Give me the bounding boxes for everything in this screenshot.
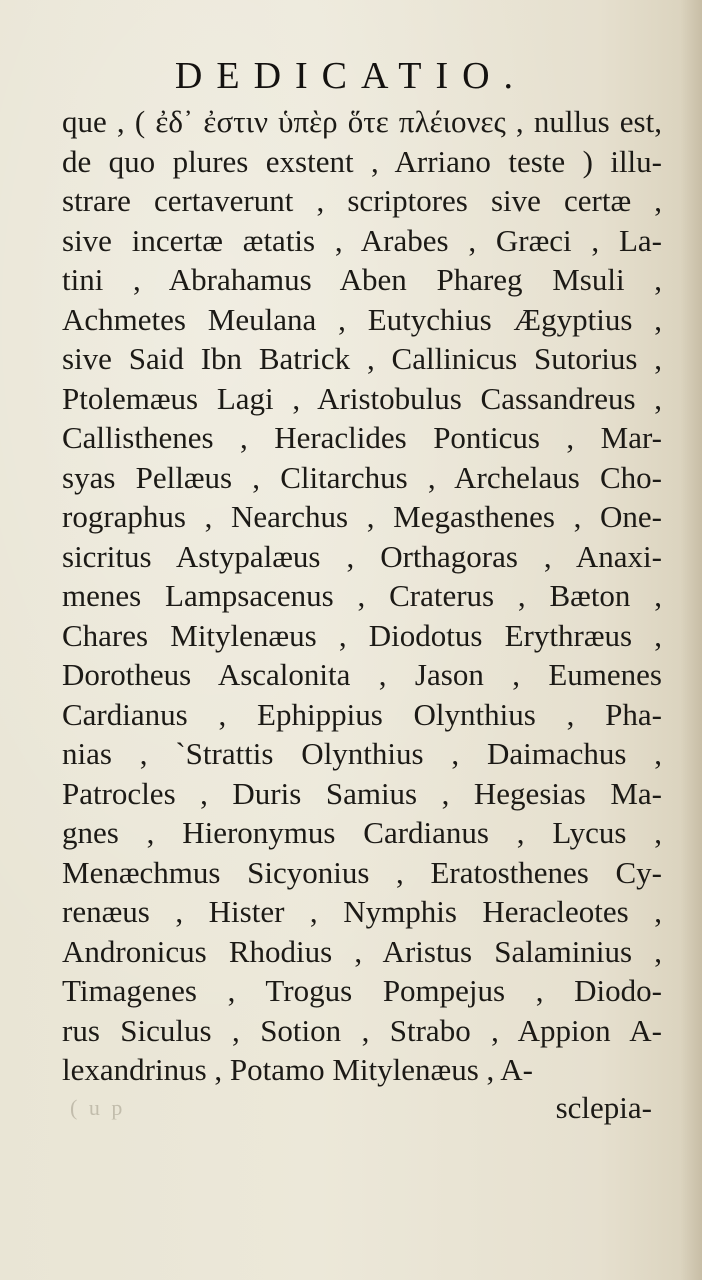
text-line: Cardianus , Ephippius Olynthius , Pha- [62, 696, 662, 732]
text-line: nias , `Strattis Olynthius , Daimachus , [62, 736, 662, 771]
text-line: de quo plures exstent , Arriano teste ) illu- [62, 143, 662, 179]
text-line: gnes , Hieronymus Cardianus , Lycus , [62, 815, 662, 850]
text-line: Andronicus Rhodius , Aristus Salaminius , [62, 933, 662, 969]
text-line: menes Lampsacenus , Craterus , Bæton , [62, 578, 662, 613]
text-line: rographus , Nearchus , Megasthenes , One- [62, 499, 662, 534]
text-line: Callisthenes , Heraclides Ponticus , Mar- [62, 420, 662, 455]
text-line: Ptolemæus Lagi , Aristobulus Cassandreus , [62, 380, 662, 416]
text-line: Timagenes , Trogus Pompejus , Diodo- [62, 973, 662, 1008]
text-line: sicritus Astypalæus , Orthagoras , Anaxi- [62, 538, 662, 574]
ink-offset-text: ( u p [70, 1095, 126, 1120]
text-line: tini , Abrahamus Aben Phareg Msuli , [62, 262, 662, 297]
text-line: strare certaverunt , scriptores sive certæ , [62, 183, 662, 218]
page-body-text [62, 102, 662, 1090]
catchword: sclepia- [555, 1090, 652, 1125]
text-line: Chares Mitylenæus , Diodotus Erythræus , [62, 617, 662, 653]
page-heading: DEDICATIO. [174, 55, 528, 97]
text-line: renæus , Hister , Nymphis Heracleotes , [62, 894, 662, 929]
text-line: sive Said Ibn Batrick , Callinicus Sutorius , [62, 341, 662, 376]
text-line: rus Siculus , Sotion , Strabo , Appion A- [62, 1012, 662, 1048]
text-line: syas Pellæus , Clitarchus , Archelaus Cho- [62, 459, 662, 495]
text-line: Menæchmus Sicyonius , Eratosthenes Cy- [62, 854, 662, 890]
text-line: Dorotheus Ascalonita , Jason , Eumenes [62, 657, 662, 692]
text-line: que , ( ἐδ᾽ ἐστιν ὑπὲρ ὅτε πλέιονες , nullus est, [62, 104, 662, 139]
text-line: Patrocles , Duris Samius , Hegesias Ma- [62, 775, 662, 811]
text-line: lexandrinus , Potamo Mitylenæus , A- [62, 1052, 534, 1087]
text-line: sive incertæ ætatis , Arabes , Græci , La- [62, 222, 662, 258]
page-edge-shadow [680, 0, 702, 1280]
text-line: Achmetes Meulana , Eutychius Ægyptius , [62, 301, 662, 337]
